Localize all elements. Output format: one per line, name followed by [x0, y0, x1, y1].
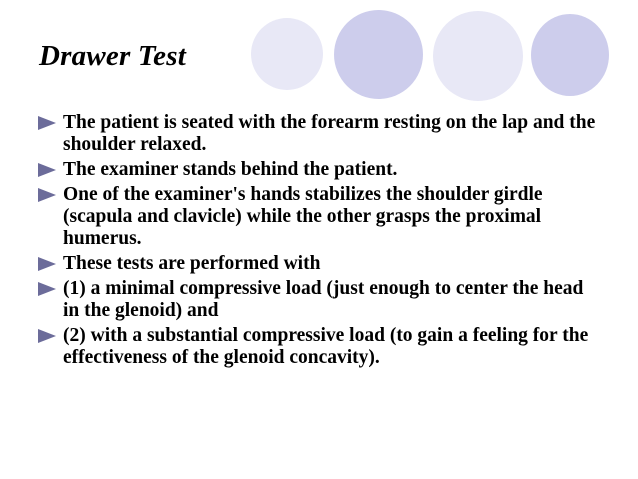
bullet-item: [38, 325, 598, 369]
bullet-arrow-icon: [38, 116, 56, 130]
decorative-circle: [531, 14, 609, 96]
bullet-item: [38, 184, 598, 250]
bullet-text: These tests are performed with: [63, 253, 321, 274]
bullet-item: [38, 278, 598, 322]
bullet-list: [38, 112, 598, 372]
bullet-arrow-icon: [38, 329, 56, 343]
bullet-text: (2) with a substantial compressive load (to gain a feeling for the effectiveness of the glenoid concavity).: [63, 325, 589, 368]
bullet-arrow-icon: [38, 188, 56, 202]
bullet-item: [38, 253, 598, 275]
bullet-text: The examiner stands behind the patient.: [63, 159, 398, 180]
decorative-circle: [433, 11, 523, 101]
bullet-item: [38, 112, 598, 156]
bullet-text: One of the examiner's hands stabilizes the shoulder girdle (scapula and clavicle) while the other grasps the proximal humerus.: [63, 184, 543, 249]
bullet-item: [38, 159, 598, 181]
bullet-arrow-icon: [38, 282, 56, 296]
bullet-arrow-icon: [38, 257, 56, 271]
decorative-circle: [334, 10, 423, 99]
bullet-text: The patient is seated with the forearm resting on the lap and the shoulder relaxed.: [63, 112, 596, 155]
bullet-arrow-icon: [38, 163, 56, 177]
decorative-circle: [251, 18, 323, 90]
bullet-text: (1) a minimal compressive load (just enough to center the head in the glenoid) and: [63, 278, 584, 321]
slide-title: Drawer Test: [39, 40, 186, 72]
